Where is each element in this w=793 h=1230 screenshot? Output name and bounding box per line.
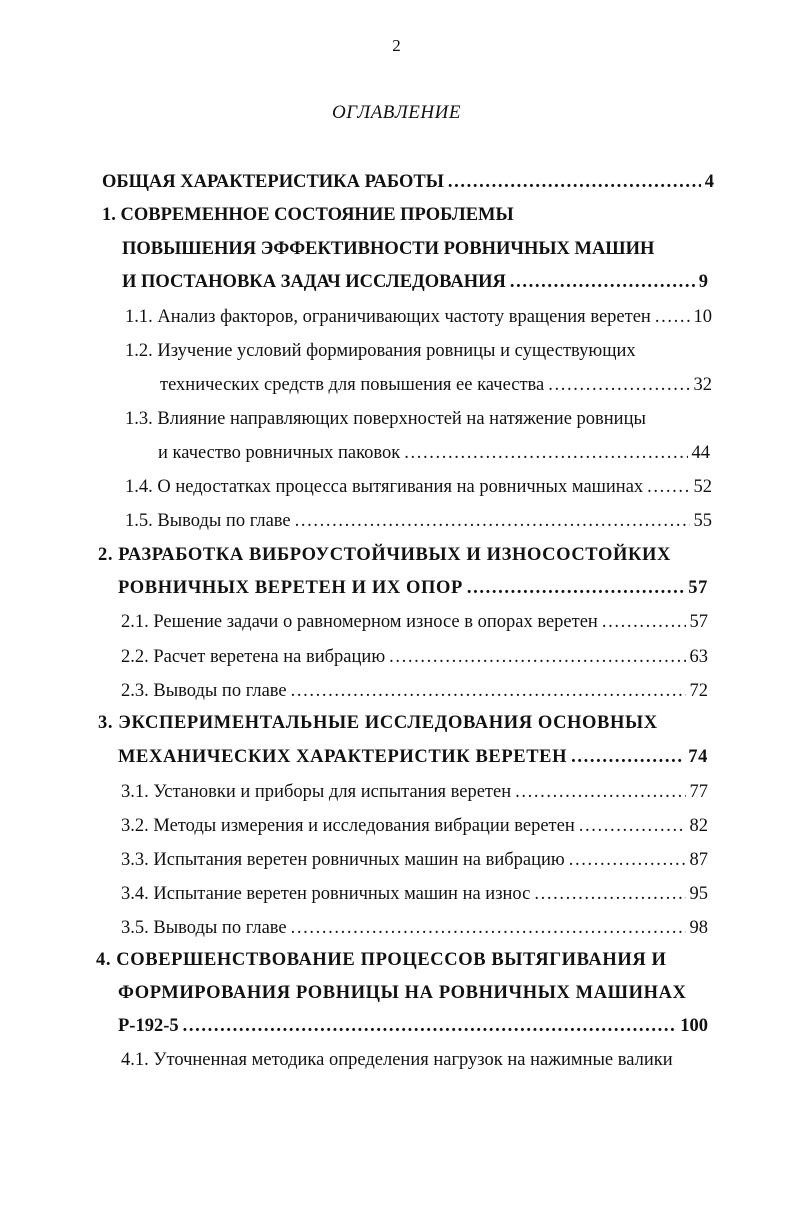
- toc-entry-page: 55: [693, 511, 712, 531]
- leader-dots: [579, 816, 686, 837]
- toc-entry-text: 4.1. Уточненная методика определения нагрузок на нажимные валики: [121, 1050, 673, 1070]
- toc-entry-text: Р-192-5: [118, 1016, 179, 1036]
- toc-entry-text: МЕХАНИЧЕСКИХ ХАРАКТЕРИСТИК ВЕРЕТЕН: [118, 747, 568, 767]
- page-number: 2: [392, 36, 401, 55]
- toc-entry-text: и качество ровничных паковок: [158, 443, 401, 463]
- toc-section-3-1[interactable]: [121, 782, 708, 803]
- toc-entry-text: ОБЩАЯ ХАРАКТЕРИСТИКА РАБОТЫ: [102, 172, 444, 192]
- toc-entry-text: РОВНИЧНЫХ ВЕРЕТЕН И ИХ ОПОР: [118, 578, 463, 598]
- leader-dots: [571, 747, 684, 768]
- toc-entry-page: 77: [689, 782, 708, 802]
- leader-dots: [548, 375, 689, 396]
- toc-entry-page: 32: [693, 375, 712, 395]
- leader-dots: [295, 511, 690, 532]
- toc-section-2-3[interactable]: [121, 681, 708, 702]
- toc-entry-text: 1.2. Изучение условий формирования ровницы и существующих: [125, 341, 636, 361]
- toc-entry-text: 1.3. Влияние направляющих поверхностей на натяжение ровницы: [125, 409, 646, 429]
- toc-entry-text: 2.3. Выводы по главе: [121, 681, 287, 701]
- leader-dots: [602, 612, 686, 633]
- leader-dots: [647, 477, 689, 498]
- toc-entry-text: 1. СОВРЕМЕННОЕ СОСТОЯНИЕ ПРОБЛЕМЫ: [102, 205, 514, 225]
- toc-section-2-1[interactable]: [121, 612, 708, 633]
- toc-entry-page: 63: [689, 647, 708, 667]
- leader-dots: [291, 918, 686, 939]
- toc-section-1-3-line-2[interactable]: [158, 443, 710, 464]
- toc-entry-page: 95: [689, 884, 708, 904]
- toc-entry-text: 3.5. Выводы по главе: [121, 918, 287, 938]
- toc-section-3-2[interactable]: [121, 816, 708, 837]
- toc-chapter-3-line-1[interactable]: [98, 713, 658, 734]
- toc-entry-page: 9: [698, 272, 708, 292]
- leader-dots: [655, 307, 690, 328]
- toc-entry-text: 1.5. Выводы по главе: [125, 511, 291, 531]
- toc-entry-page: 52: [693, 477, 712, 497]
- toc-chapter-4-line-3[interactable]: [118, 1016, 708, 1037]
- leader-dots: [569, 850, 686, 871]
- toc-entry-text: 2.2. Расчет веретена на вибрацию: [121, 647, 386, 667]
- toc-entry-page: 74: [688, 747, 708, 767]
- toc-entry-page: 82: [689, 816, 708, 836]
- toc-section-3-5[interactable]: [121, 918, 708, 939]
- toc-entry-page: 87: [689, 850, 708, 870]
- leader-dots: [534, 884, 685, 905]
- toc-entry-text: И ПОСТАНОВКА ЗАДАЧ ИССЛЕДОВАНИЯ: [122, 272, 506, 292]
- leader-dots: [515, 782, 685, 803]
- leader-dots: [183, 1016, 677, 1037]
- leader-dots: [448, 172, 701, 193]
- toc-section-1-2-line-2[interactable]: [160, 375, 712, 396]
- toc-section-1-1[interactable]: [125, 307, 712, 328]
- toc-entry-text: 3.1. Установки и приборы для испытания веретен: [121, 782, 512, 802]
- toc-entry-page: 98: [689, 918, 708, 938]
- toc-entry-page: 10: [693, 307, 712, 327]
- toc-entry-text: 3.3. Испытания веретен ровничных машин на вибрацию: [121, 850, 565, 870]
- toc-entry-page: 57: [689, 612, 708, 632]
- toc-section-1-4[interactable]: [125, 477, 712, 498]
- toc-entry-page: 100: [680, 1016, 708, 1036]
- toc-entry-text: 1.1. Анализ факторов, ограничивающих частоту вращения веретен: [125, 307, 651, 327]
- toc-chapter-2-line-2[interactable]: [118, 578, 708, 599]
- toc-chapter-1-line-1[interactable]: [102, 205, 514, 226]
- toc-chapter-1-line-3[interactable]: [122, 272, 708, 293]
- leader-dots: [291, 681, 686, 702]
- leader-dots: [467, 578, 684, 599]
- toc-chapter-1-line-2[interactable]: [122, 239, 654, 260]
- toc-section-2-2[interactable]: [121, 647, 708, 668]
- toc-entry-page: 72: [689, 681, 708, 701]
- toc-chapter-3-line-2[interactable]: [118, 747, 708, 768]
- leader-dots: [510, 272, 695, 293]
- toc-chapter-4-line-1[interactable]: [96, 950, 667, 971]
- toc-entry-text: 3.4. Испытание веретен ровничных машин на износ: [121, 884, 531, 904]
- toc-section-1-2-line-1[interactable]: [125, 341, 636, 362]
- toc-chapter-4-line-2[interactable]: [118, 983, 687, 1004]
- toc-entry-text: технических средств для повышения ее качества: [160, 375, 545, 395]
- toc-entry-text: 4. СОВЕРШЕНСТВОВАНИЕ ПРОЦЕССОВ ВЫТЯГИВАНИЯ И: [96, 950, 667, 970]
- leader-dots: [389, 647, 685, 668]
- toc-section-3-3[interactable]: [121, 850, 708, 871]
- toc-section-1-3-line-1[interactable]: [125, 409, 646, 430]
- toc-entry-text: 1.4. О недостатках процесса вытягивания на ровничных машинах: [125, 477, 644, 497]
- toc-chapter-2-line-1[interactable]: [98, 545, 671, 566]
- toc-entry-text: 2.1. Решение задачи о равномерном износе в опорах веретен: [121, 612, 598, 632]
- toc-entry-page: 57: [688, 578, 708, 598]
- toc-title: ОГЛАВЛЕНИЕ: [332, 102, 461, 123]
- toc-entry-page: 4: [704, 172, 714, 192]
- toc-entry-general[interactable]: [102, 172, 714, 193]
- toc-section-1-5[interactable]: [125, 511, 712, 532]
- toc-entry-text: ПОВЫШЕНИЯ ЭФФЕКТИВНОСТИ РОВНИЧНЫХ МАШИН: [122, 239, 655, 259]
- toc-section-4-1[interactable]: [121, 1050, 673, 1071]
- toc-entry-text: ФОРМИРОВАНИЯ РОВНИЦЫ НА РОВНИЧНЫХ МАШИНАХ: [118, 983, 687, 1003]
- toc-entry-text: 3.2. Методы измерения и исследования вибрации веретен: [121, 816, 575, 836]
- toc-entry-page: 44: [691, 443, 710, 463]
- toc-entry-text: 3. ЭКСПЕРИМЕНТАЛЬНЫЕ ИССЛЕДОВАНИЯ ОСНОВНЫХ: [98, 713, 658, 733]
- leader-dots: [404, 443, 687, 464]
- toc-entry-text: 2. РАЗРАБОТКА ВИБРОУСТОЙЧИВЫХ И ИЗНОСОСТОЙКИХ: [98, 545, 671, 565]
- toc-section-3-4[interactable]: [121, 884, 708, 905]
